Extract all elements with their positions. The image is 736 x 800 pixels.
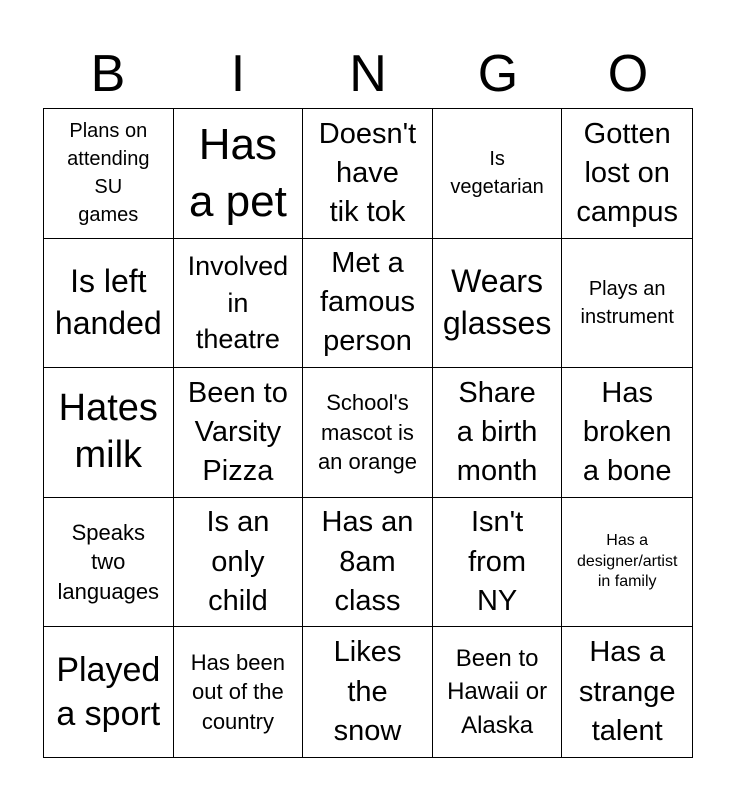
cell-line: snow	[333, 714, 402, 747]
cell-line: Has	[198, 120, 278, 170]
cell-line: vegetarian	[450, 176, 544, 199]
header-letter-g: G	[477, 45, 519, 103]
header-letter-b: B	[90, 45, 126, 103]
cell-line: country	[201, 709, 274, 735]
bingo-cell[interactable]	[44, 498, 174, 628]
bingo-cell[interactable]	[433, 368, 563, 498]
cell-line: Is an	[206, 506, 270, 539]
header-letter-o: O	[607, 45, 649, 103]
cell-line: have	[336, 156, 399, 189]
cell-line: from	[468, 545, 527, 578]
cell-line: designer/artist	[576, 552, 678, 570]
cell-line: Gotten	[583, 117, 671, 150]
cell-line: a bone	[582, 455, 672, 488]
header-letter-n: N	[349, 45, 387, 103]
bingo-cell[interactable]	[44, 627, 174, 757]
cell-line: Played	[56, 651, 161, 689]
bingo-cell[interactable]	[174, 239, 304, 369]
bingo-cell[interactable]	[174, 368, 304, 498]
cell-line: Has	[601, 376, 653, 409]
cell-line: Has a	[589, 636, 666, 669]
cell-line: Been to	[455, 644, 539, 672]
cell-line: in family	[597, 573, 657, 591]
cell-line: Doesn't	[318, 117, 417, 150]
cell-line: child	[208, 584, 268, 617]
cell-line: Alaska	[461, 711, 534, 739]
cell-line: instrument	[580, 305, 674, 328]
bingo-header	[43, 40, 693, 108]
cell-line: Plans on	[69, 120, 148, 143]
cell-line: Is left	[70, 263, 147, 300]
cell-line: tik tok	[329, 195, 406, 228]
bingo-cell[interactable]	[303, 109, 433, 239]
bingo-board	[43, 108, 693, 758]
cell-line: School's	[326, 389, 409, 415]
bingo-cell[interactable]	[44, 109, 174, 239]
cell-line: only	[211, 545, 265, 578]
cell-line: 8am	[339, 545, 396, 578]
cell-line: Has an	[321, 506, 414, 539]
cell-line: Isn't	[470, 506, 524, 539]
cell-line: Involved	[187, 251, 289, 282]
cell-line: languages	[57, 578, 160, 604]
cell-line: Likes	[333, 636, 402, 669]
cell-line: Pizza	[202, 455, 274, 488]
bingo-cell[interactable]	[174, 627, 304, 757]
bingo-cell[interactable]	[562, 627, 692, 757]
cell-line: class	[334, 584, 401, 617]
bingo-cell[interactable]	[44, 239, 174, 369]
cell-line: Hates	[58, 386, 158, 429]
cell-line: famous	[319, 286, 416, 319]
cell-line: talent	[591, 714, 663, 747]
bingo-cell[interactable]	[303, 498, 433, 628]
cell-line: Share	[458, 376, 536, 409]
cell-line: Has a	[606, 531, 649, 549]
cell-line: the	[347, 675, 388, 708]
bingo-cell[interactable]	[174, 109, 304, 239]
cell-line: Plays an	[588, 277, 666, 300]
cell-line: lost on	[584, 156, 670, 189]
bingo-cell[interactable]	[433, 498, 563, 628]
bingo-cell[interactable]	[303, 627, 433, 757]
bingo-cell[interactable]	[562, 239, 692, 369]
bingo-cell[interactable]	[303, 368, 433, 498]
cell-line: person	[323, 325, 412, 358]
cell-line: two	[91, 549, 126, 575]
cell-line: attending	[67, 148, 150, 171]
cell-line: games	[78, 204, 139, 227]
cell-line: Is	[489, 148, 505, 171]
cell-line: month	[456, 455, 538, 488]
cell-line: campus	[576, 195, 678, 228]
cell-line: handed	[54, 304, 162, 341]
bingo-cell[interactable]	[303, 239, 433, 369]
cell-line: Hawaii or	[447, 678, 548, 706]
bingo-cell[interactable]	[562, 498, 692, 628]
cell-line: Speaks	[71, 519, 145, 545]
cell-line: a birth	[456, 415, 538, 448]
cell-line: SU	[94, 176, 123, 199]
cell-line: out of the	[192, 679, 284, 705]
cell-line: Met a	[331, 247, 404, 280]
cell-line: an orange	[317, 449, 418, 475]
bingo-cell[interactable]	[433, 239, 563, 369]
bingo-cell[interactable]	[562, 368, 692, 498]
cell-line: theatre	[195, 324, 280, 355]
cell-line: milk	[74, 434, 143, 477]
cell-line: Varsity	[194, 415, 282, 448]
cell-line: a pet	[188, 177, 287, 227]
cell-line: strange	[578, 675, 676, 708]
cell-line: NY	[476, 584, 518, 617]
cell-line: broken	[582, 415, 672, 448]
bingo-cell[interactable]	[44, 368, 174, 498]
cell-line: Has been	[190, 649, 285, 675]
bingo-cell[interactable]	[174, 498, 304, 628]
cell-line: mascot is	[321, 419, 414, 445]
cell-line: glasses	[442, 304, 552, 341]
cell-line: in	[227, 287, 249, 318]
cell-line: Been to	[187, 376, 288, 409]
bingo-cell[interactable]	[562, 109, 692, 239]
cell-line: Wears	[451, 263, 544, 300]
bingo-cell[interactable]	[433, 627, 563, 757]
cell-line: a sport	[56, 695, 161, 734]
header-letter-i: I	[230, 45, 246, 103]
bingo-cell[interactable]	[433, 109, 563, 239]
